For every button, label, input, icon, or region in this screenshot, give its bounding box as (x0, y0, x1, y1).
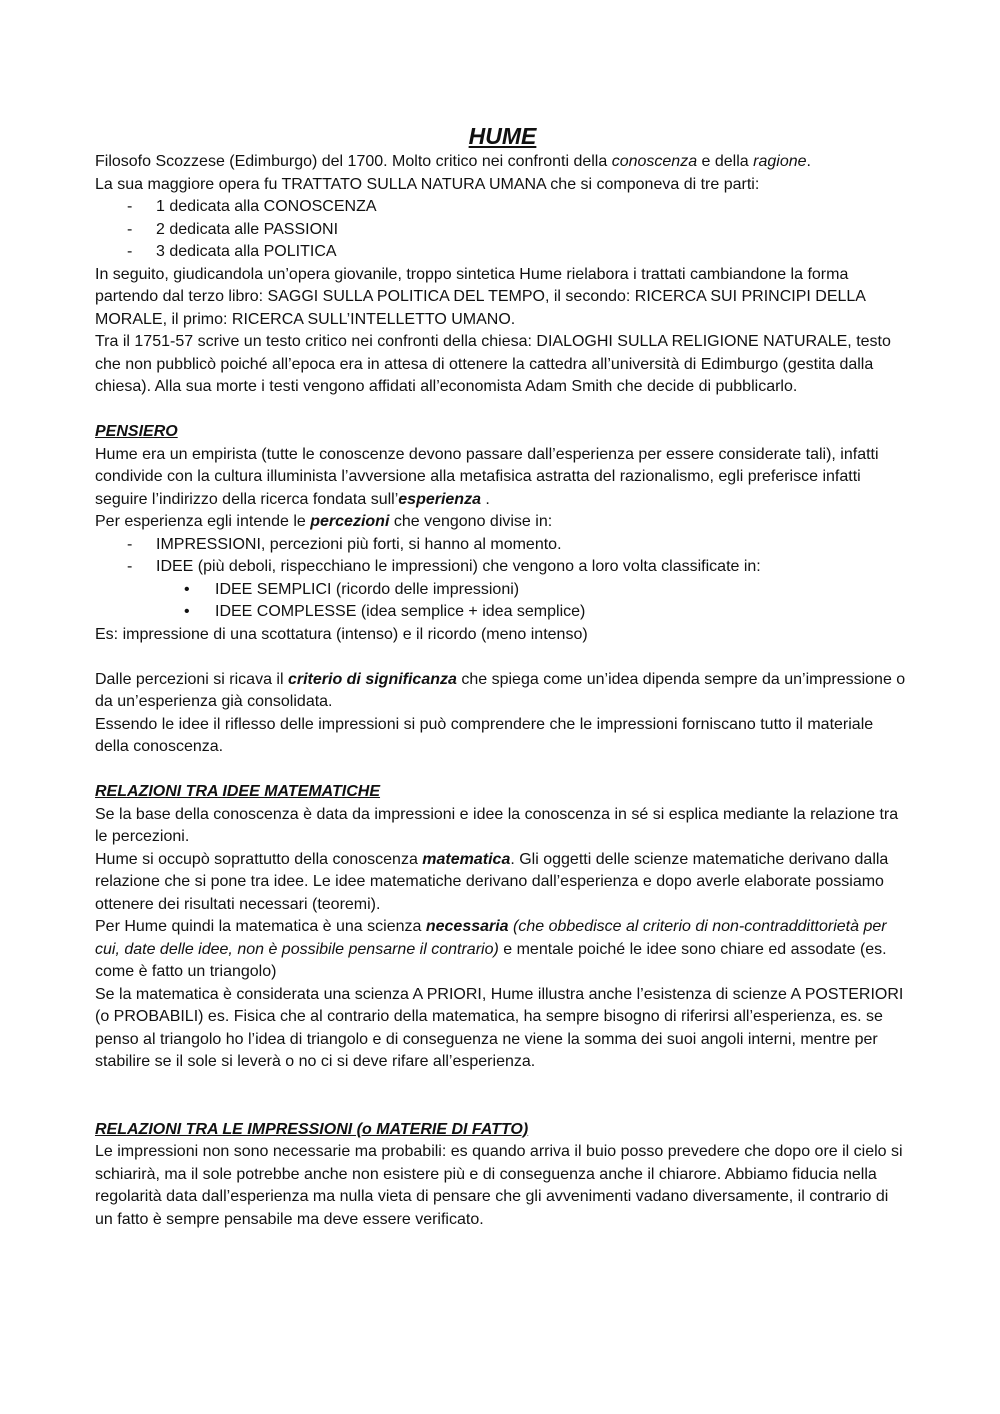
section-heading-pensiero: PENSIERO (95, 423, 178, 440)
perceptions-list (95, 534, 910, 579)
pensiero-paragraph-1: Hume era un empirista (tutte le conoscenze devono passare dall’esperienza per essere considerate tali), infatti condivide con la cultura illuminista l’avversione alla metafisica astratta del razionalismo, egli preferisce infatti seguire l’indirizzo della ricerca fondata sull’esperienza . (95, 445, 879, 508)
intro-paragraph-2: In seguito, giudicandola un’opera giovanile, troppo sintetica Hume rielabora i trattati cambiandone la forma partendo dal terzo libro: SAGGI SULLA POLITICA DEL TEMPO, il secondo: RICERCA SUI PRINCIPI DELLA MORALE, il primo: RICERCA SULL’INTELLETTO UMANO. (95, 265, 866, 328)
list-item: - 2 dedicata alle PASSIONI (95, 219, 910, 242)
relazioni-idee-paragraph-2: Hume si occupò soprattutto della conoscenza matematica. Gli oggetti delle scienze matematiche derivano dalla relazione che si pone tra idee. Le idee matematiche derivano dall’esperienza e dopo averle elaborate possiamo ottenere dei risultati necessari (teoremi). (95, 850, 889, 913)
pensiero-paragraph-3: Dalle percezioni si ricava il criterio di significanza che spiega come un’idea dipenda sempre da un’impressione o da un’esperienza già consolidata. (95, 670, 906, 710)
relazioni-idee-paragraph-1: Se la base della conoscenza è data da impressioni e idee la conoscenza in sé si esplica mediante la relazione tra le percezioni. (95, 805, 899, 845)
pensiero-paragraph-4: Essendo le idee il riflesso delle impressioni si può comprendere che le impressioni forniscano tutto il materiale della conoscenza. (95, 715, 874, 755)
ideas-sublist (95, 579, 910, 624)
pensiero-example: Es: impressione di una scottatura (intenso) e il ricordo (meno intenso) (95, 625, 588, 643)
list-item: • IDEE SEMPLICI (ricordo delle impressioni) (95, 579, 910, 602)
document-title: HUME (468, 123, 537, 149)
relazioni-impressioni-paragraph-1: Le impressioni non sono necessarie ma probabili: es quando arriva il buio posso prevedere che dopo ore il cielo si schiarirà, ma il sole potrebbe anche non esistere più e di conseguenza anche il chiarore. Abbiamo fiducia nella regolarità data dall’esperienza ma nulla vieta di pensare che gli avvenimenti vadano diversamente, il contrario di un fatto è sempre pensabile ma deve essere verificato. (95, 1143, 903, 1228)
list-item: • IDEE COMPLESSE (idea semplice + idea semplice) (95, 601, 910, 624)
list-item: - 3 dedicata alla POLITICA (95, 241, 910, 264)
pensiero-paragraph-2: Per esperienza egli intende le percezioni che vengono divise in: (95, 513, 553, 530)
list-item: - IDEE (più deboli, rispecchiano le impressioni) che vengono a loro volta classificate in: (95, 556, 910, 579)
relazioni-idee-paragraph-3: Per Hume quindi la matematica è una scienza necessaria (che obbedisce al criterio di non-contraddittorietà per cui, date delle idee, non è possibile pensarne il contrario) e mentale poiché le idee sono chiare ed assodate (es. come è fatto un triangolo) (95, 918, 887, 980)
list-item: - 1 dedicata alla CONOSCENZA (95, 196, 910, 219)
section-heading-relazioni-idee: RELAZIONI TRA IDEE MATEMATICHE (95, 783, 381, 800)
relazioni-idee-paragraph-4: Se la matematica è considerata una scienza A PRIORI, Hume illustra anche l’esistenza di scienze A POSTERIORI (o PROBABILI) es. Fisica che al contrario della matematica, ha sempre bisogno di riferirsi all’esperienza, es. se penso al triangolo ho l’idea di triangolo e di conseguenza ne viene la somma dei suoi angoli interni, mentre per stabilire se il sole si leverà o no ci si deve rifare all’esperienza. (95, 985, 904, 1070)
section-heading-relazioni-impressioni: RELAZIONI TRA LE IMPRESSIONI (o MATERIE DI FATTO) (95, 1120, 529, 1138)
intro-line-1: Filosofo Scozzese (Edimburgo) del 1700. Molto critico nei confronti della conoscenza e della ragione. (95, 153, 811, 170)
list-item: - IMPRESSIONI, percezioni più forti, si hanno al momento. (95, 534, 910, 557)
intro-paragraph-3: Tra il 1751-57 scrive un testo critico nei confronti della chiesa: DIALOGHI SULLA RELIGIONE NATURALE, testo che non pubblicò poiché all’epoca era in attesa di ottenere la cattedra all’università di Edimburgo (gestita dalla chiesa). Alla sua morte i testi vengono affidati all’economista Adam Smith che decide di pubblicarlo. (95, 333, 891, 395)
intro-line-2: La sua maggiore opera fu TRATTATO SULLA NATURA UMANA che si componeva di tre parti: (95, 175, 760, 193)
treatise-parts-list (95, 196, 910, 264)
